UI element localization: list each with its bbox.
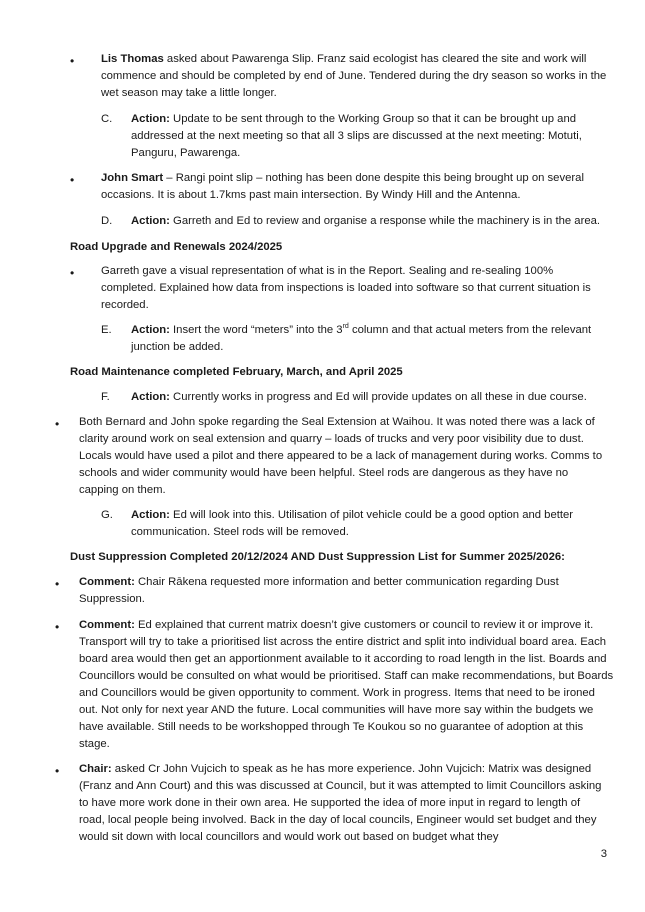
section-heading-dust-suppression: Dust Suppression Completed 20/12/2024 AND Dust Suppression List for Summer 2025/2026: bbox=[70, 551, 565, 563]
action-letter: C. bbox=[101, 113, 113, 125]
page-number: 3 bbox=[600, 848, 607, 860]
bullet-icon: • bbox=[70, 54, 75, 68]
paragraph-text: Chair Rākena requested more information and better communication regarding Dust Suppression. bbox=[79, 576, 559, 605]
paragraph-comment-ed bbox=[79, 617, 614, 753]
action-label: Action: bbox=[131, 324, 170, 336]
action-letter: G. bbox=[101, 509, 113, 521]
action-label: Action: bbox=[131, 509, 170, 521]
action-letter: D. bbox=[101, 215, 113, 227]
action-text: Garreth and Ed to review and organise a response while the machinery is in the area. bbox=[169, 215, 601, 227]
speaker-name: John Smart bbox=[101, 172, 164, 184]
section-heading-road-maintenance: Road Maintenance completed February, March, and April 2025 bbox=[70, 366, 403, 378]
bullet-icon: • bbox=[55, 764, 60, 778]
section-heading-road-upgrade: Road Upgrade and Renewals 2024/2025 bbox=[70, 241, 283, 253]
action-letter: F. bbox=[101, 391, 110, 403]
paragraph-text: Ed explained that current matrix doesn’t give customers or council to review it or improve it. Transport will try to take a prioritised list across the entire district and split into individual board area. Each board area would then get an apportionment available to it according to road length in the list. Boards and Councillors would be consulted on what would be prioritised. Staff can make recommendations, but Boards and Councillors would be given opportunity to comment. Work in progress. Items that need to be ironed out. Not only for next year AND the future. Local communities will have more say within the budgets we have available. Still needs to be workshopped through Te Koukou so no guarantee of adoption at this stage. bbox=[79, 619, 614, 750]
paragraph-text: asked Cr John Vujcich to speak as he has more experience. John Vujcich: Matrix was designed (Franz and Ann Court) and this was discussed at Council, but it was attempted to limit Councillors asking to have more work done in their own area. He supported the idea of more input in regard to length of road, local people being involved. Back in the day of local councils, Engineer would set budget and they would sit down with local councillors and would work out based on budget what they bbox=[79, 763, 602, 843]
bullet-icon: • bbox=[70, 266, 75, 280]
action-letter: E. bbox=[101, 324, 112, 336]
paragraph-chair bbox=[79, 761, 609, 846]
paragraph-comment-chair bbox=[79, 574, 589, 608]
action-text: Currently works in progress and Ed will provide updates on all these in due course. bbox=[169, 391, 587, 403]
action-g bbox=[131, 507, 601, 541]
paragraph-lis-thomas bbox=[101, 51, 611, 102]
comment-label: Comment: bbox=[79, 619, 135, 631]
action-label: Action: bbox=[131, 391, 170, 403]
bullet-icon: • bbox=[70, 173, 75, 187]
paragraph-john-smart bbox=[101, 170, 611, 204]
paragraph-text: – Rangi point slip – nothing has been done despite this being brought up on several occasions. It is about 1.7kms past main intersection. By Windy Hill and the Antenna. bbox=[101, 172, 584, 201]
action-e bbox=[131, 322, 616, 356]
action-text: Update to be sent through to the Working Group so that it can be brought up and addressed at the next meeting so that all 3 slips are discussed at the next meeting: Motuti, Panguru, Pawarenga. bbox=[131, 113, 582, 159]
action-text: column and that actual meters from the relevant junction be added. bbox=[131, 324, 592, 353]
bullet-icon: • bbox=[55, 577, 60, 591]
action-text: Insert the word “meters” into the 3 bbox=[169, 324, 343, 336]
comment-label: Comment: bbox=[79, 576, 135, 588]
action-c bbox=[131, 111, 611, 162]
paragraph-garreth: Garreth gave a visual representation of what is in the Report. Sealing and re-sealing 100% completed. Explained how data from inspections is loaded into software so that current situation is recorded. bbox=[101, 265, 591, 311]
action-f bbox=[131, 389, 621, 406]
action-d bbox=[131, 213, 621, 230]
speaker-name: Lis Thomas bbox=[101, 53, 164, 65]
bullet-icon: • bbox=[55, 417, 60, 431]
superscript: rd bbox=[342, 323, 349, 331]
action-label: Action: bbox=[131, 113, 170, 125]
paragraph-text: asked about Pawarenga Slip. Franz said ecologist has cleared the site and work will commence and should be completed by end of June. Tendered during the dry season so works in the wet season may take a little longer. bbox=[101, 53, 607, 99]
chair-label: Chair: bbox=[79, 763, 112, 775]
action-label: Action: bbox=[131, 215, 170, 227]
bullet-icon: • bbox=[55, 620, 60, 634]
paragraph-bernard-john: Both Bernard and John spoke regarding the Seal Extension at Waihou. It was noted there was a lack of clarity around work on seal extension and quarry – loads of trucks and very poor visibility due to dust. Locals would have used a pilot and there appeared to be a lack of management during works. Comms to schools and wider community would have been helpful. Steel rods are dangerous as they have no capping on them. bbox=[79, 416, 603, 496]
action-text: Ed will look into this. Utilisation of pilot vehicle could be a good option and better communication. Steel rods will be removed. bbox=[131, 509, 574, 538]
